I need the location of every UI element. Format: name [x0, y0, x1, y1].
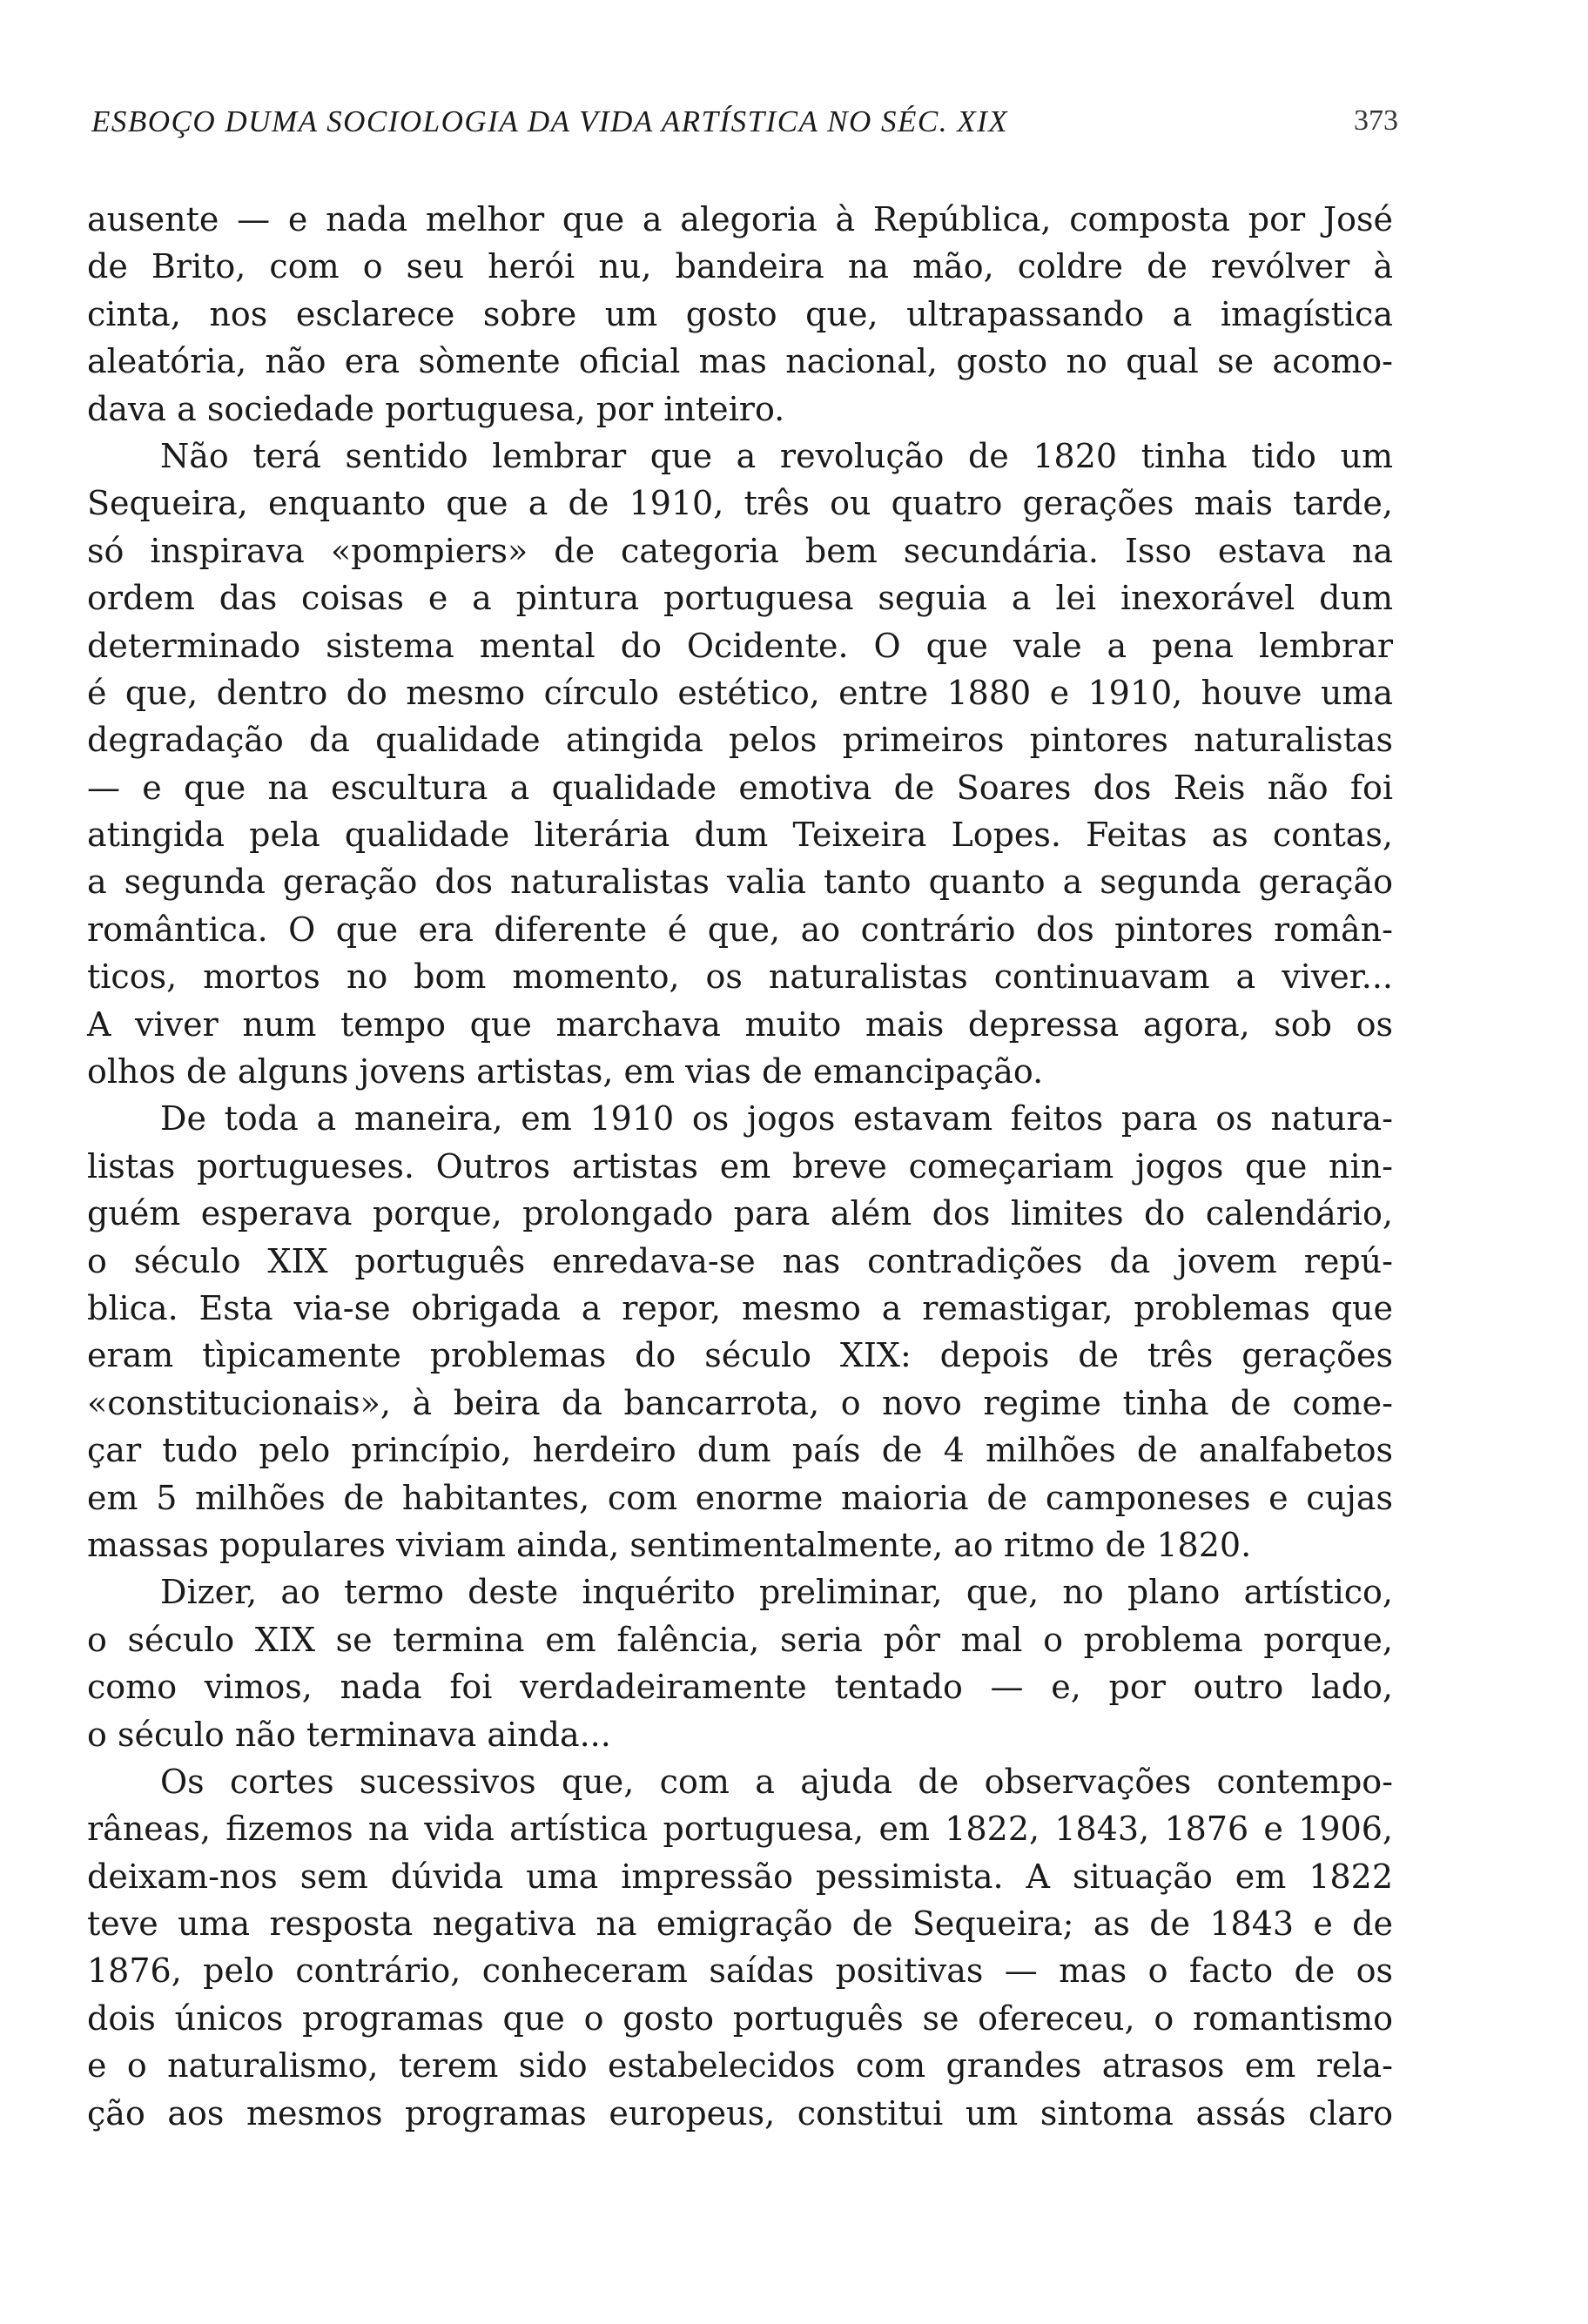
paragraph-start-line: Não terá sentido lembrar que a revolução de 1820 tinha tido um — [160, 436, 1393, 475]
text-line: aleatória, não era sòmente oficial mas nacional, gosto no qual se acomo- — [87, 342, 1393, 381]
text-line: o século XIX português enredava-se nas contradições da jovem repú- — [87, 1241, 1393, 1280]
text-line: dois únicos programas que o gosto português se ofereceu, o romantismo — [87, 1998, 1393, 2038]
paragraph-start-line: De toda a maneira, em 1910 os jogos estavam feitos para os natura- — [160, 1099, 1393, 1138]
text-line: «constitucionais», à beira da bancarrota, o novo regime tinha de come- — [87, 1383, 1393, 1422]
text-line: olhos de alguns jovens artistas, em vias de emancipação. — [87, 1052, 1044, 1091]
paragraph-start-line: Dizer, ao termo deste inquérito preliminar, que, no plano artístico, — [160, 1573, 1393, 1612]
text-line: como vimos, nada foi verdadeiramente tentado — e, por outro lado, — [87, 1668, 1393, 1707]
text-line: o século não terminava ainda... — [87, 1715, 611, 1754]
text-line: guém esperava porque, prolongado para além dos limites do calendário, — [87, 1194, 1393, 1233]
paragraph-start-line: Os cortes sucessivos que, com a ajuda de observações contempo- — [160, 1762, 1393, 1801]
text-line: é que, dentro do mesmo círculo estético, entre 1880 e 1910, houve uma — [87, 673, 1393, 712]
text-line: a segunda geração dos naturalistas valia tanto quanto a segunda geração — [87, 863, 1393, 902]
text-line: dava a sociedade portuguesa, por inteiro. — [87, 389, 785, 428]
text-line: massas populares viviam ainda, sentimentalmente, ao ritmo de 1820. — [87, 1525, 1252, 1564]
text-line: teve uma resposta negativa na emigração de Sequeira; as de 1843 e de — [87, 1904, 1393, 1944]
text-line: A viver num tempo que marchava muito mais depressa agora, sob os — [87, 1004, 1393, 1044]
text-line: determinado sistema mental do Ocidente. O que vale a pena lembrar — [87, 626, 1393, 665]
text-line: romântica. O que era diferente é que, ao contrário dos pintores român- — [87, 910, 1393, 949]
text-line: — e que na escultura a qualidade emotiva de Soares dos Reis não foi — [87, 768, 1393, 807]
text-line: degradação da qualidade atingida pelos primeiros pintores naturalistas — [87, 721, 1393, 760]
text-line: e o naturalismo, terem sido estabelecidos com grandes atrasos em rela- — [87, 2046, 1393, 2086]
text-line: eram tìpicamente problemas do século XIX: depois de três gerações — [87, 1336, 1393, 1375]
text-line: atingida pela qualidade literária dum Teixeira Lopes. Feitas as contas, — [87, 816, 1393, 855]
running-head-title: ESBOÇO DUMA SOCIOLOGIA DA VIDA ARTÍSTICA NO SÉC. XIX — [91, 104, 1009, 138]
text-line: ticos, mortos no bom momento, os naturalistas continuavam a viver... — [87, 957, 1393, 997]
text-line: o século XIX se termina em falência, seria pôr mal o problema porque, — [87, 1620, 1393, 1659]
text-line: listas portugueses. Outros artistas em breve começariam jogos que nin- — [87, 1146, 1393, 1186]
text-line: ordem das coisas e a pintura portuguesa seguia a lei inexorável dum — [87, 579, 1393, 618]
text-line: ausente — e nada melhor que a alegoria à República, composta por José — [87, 200, 1393, 238]
text-line: Sequeira, enquanto que a de 1910, três ou quatro gerações mais tarde, — [87, 484, 1393, 523]
text-line: só inspirava «pompiers» de categoria bem secundária. Isso estava na — [87, 531, 1393, 570]
text-line: blica. Esta via-se obrigada a repor, mesmo a remastigar, problemas que — [87, 1288, 1393, 1327]
text-line: ção aos mesmos programas europeus, constitui um sintoma assás claro — [87, 2093, 1393, 2133]
text-line: de Brito, com o seu herói nu, bandeira na mão, coldre de revólver à — [87, 247, 1393, 286]
text-line: deixam-nos sem dúvida uma impressão pessimista. A situação em 1822 — [87, 1857, 1393, 1896]
text-line: cinta, nos esclarece sobre um gosto que, ultrapassando a imagística — [87, 294, 1393, 333]
body-text — [87, 196, 1393, 2137]
text-line: râneas, fizemos na vida artística portuguesa, em 1822, 1843, 1876 e 1906, — [87, 1810, 1393, 1849]
text-line: 1876, pelo contrário, conheceram saídas positivas — mas o facto de os — [87, 1951, 1393, 1991]
page-number: 373 — [1354, 104, 1398, 137]
text-line: em 5 milhões de habitantes, com enorme maioria de camponeses e cujas — [87, 1478, 1393, 1517]
text-line: çar tudo pelo princípio, herdeiro dum país de 4 milhões de analfabetos — [87, 1431, 1393, 1470]
